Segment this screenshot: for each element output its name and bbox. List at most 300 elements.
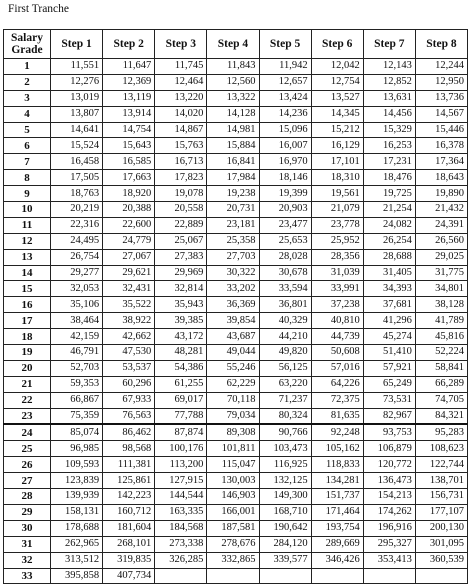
step-8-cell: 301,095 bbox=[415, 536, 467, 552]
header-step-8: Step 8 bbox=[415, 30, 467, 59]
step-8-cell: 360,539 bbox=[415, 552, 467, 568]
step-2-cell: 12,369 bbox=[103, 74, 155, 90]
table-row bbox=[4, 408, 468, 424]
step-1-cell: 15,524 bbox=[51, 138, 103, 154]
step-3-cell: 35,943 bbox=[155, 297, 207, 313]
step-4-cell: 36,369 bbox=[207, 297, 259, 313]
step-7-cell: 41,296 bbox=[363, 313, 415, 329]
header-salary-grade: Salary Grade bbox=[4, 30, 51, 59]
step-2-cell: 35,522 bbox=[103, 297, 155, 313]
step-4-cell: 25,358 bbox=[207, 233, 259, 249]
step-7-cell: 154,213 bbox=[363, 489, 415, 505]
step-4-cell: 43,687 bbox=[207, 329, 259, 345]
step-6-cell: 346,426 bbox=[311, 552, 363, 568]
table-row bbox=[4, 489, 468, 505]
step-4-cell: 55,246 bbox=[207, 360, 259, 376]
step-5-cell: 16,970 bbox=[259, 154, 311, 170]
step-8-cell: 38,128 bbox=[415, 297, 467, 313]
header-step-7: Step 7 bbox=[363, 30, 415, 59]
step-2-cell: 125,861 bbox=[103, 473, 155, 489]
table-row bbox=[4, 154, 468, 170]
step-4-cell bbox=[207, 568, 259, 584]
step-7-cell: 295,327 bbox=[363, 536, 415, 552]
step-4-cell: 39,854 bbox=[207, 313, 259, 329]
step-8-cell: 29,025 bbox=[415, 249, 467, 265]
step-1-cell: 42,159 bbox=[51, 329, 103, 345]
step-5-cell: 11,942 bbox=[259, 59, 311, 75]
step-2-cell: 67,933 bbox=[103, 392, 155, 408]
step-6-cell: 105,162 bbox=[311, 441, 363, 457]
salary-grade-cell: 11 bbox=[4, 217, 51, 233]
step-1-cell: 35,106 bbox=[51, 297, 103, 313]
step-7-cell: 45,274 bbox=[363, 329, 415, 345]
salary-grade-cell: 5 bbox=[4, 122, 51, 138]
step-3-cell: 20,558 bbox=[155, 202, 207, 218]
salary-grade-cell: 2 bbox=[4, 74, 51, 90]
step-8-cell: 52,224 bbox=[415, 345, 467, 361]
salary-grade-cell: 7 bbox=[4, 154, 51, 170]
step-1-cell: 24,495 bbox=[51, 233, 103, 249]
table-row bbox=[4, 345, 468, 361]
step-7-cell: 353,413 bbox=[363, 552, 415, 568]
step-8-cell: 13,736 bbox=[415, 90, 467, 106]
step-3-cell: 12,464 bbox=[155, 74, 207, 90]
step-2-cell: 60,296 bbox=[103, 376, 155, 392]
salary-grade-cell: 31 bbox=[4, 536, 51, 552]
salary-grade-cell: 26 bbox=[4, 457, 51, 473]
step-7-cell: 34,393 bbox=[363, 281, 415, 297]
step-7-cell: 26,254 bbox=[363, 233, 415, 249]
step-1-cell: 13,807 bbox=[51, 106, 103, 122]
step-1-cell: 262,965 bbox=[51, 536, 103, 552]
step-8-cell: 200,130 bbox=[415, 520, 467, 536]
step-6-cell bbox=[311, 568, 363, 584]
step-6-cell: 171,464 bbox=[311, 504, 363, 520]
step-3-cell: 15,763 bbox=[155, 138, 207, 154]
step-6-cell: 12,042 bbox=[311, 59, 363, 75]
step-5-cell: 15,096 bbox=[259, 122, 311, 138]
step-2-cell: 29,621 bbox=[103, 265, 155, 281]
step-7-cell: 136,473 bbox=[363, 473, 415, 489]
step-8-cell: 16,378 bbox=[415, 138, 467, 154]
salary-grade-cell: 13 bbox=[4, 249, 51, 265]
table-row bbox=[4, 90, 468, 106]
step-3-cell: 69,017 bbox=[155, 392, 207, 408]
step-7-cell: 31,405 bbox=[363, 265, 415, 281]
step-7-cell: 73,531 bbox=[363, 392, 415, 408]
step-1-cell: 123,839 bbox=[51, 473, 103, 489]
step-6-cell: 64,226 bbox=[311, 376, 363, 392]
step-7-cell: 16,253 bbox=[363, 138, 415, 154]
step-8-cell: 15,446 bbox=[415, 122, 467, 138]
step-4-cell: 89,308 bbox=[207, 424, 259, 440]
step-4-cell: 16,841 bbox=[207, 154, 259, 170]
step-4-cell: 14,128 bbox=[207, 106, 259, 122]
step-6-cell: 57,016 bbox=[311, 360, 363, 376]
step-6-cell: 92,248 bbox=[311, 424, 363, 440]
step-4-cell: 20,731 bbox=[207, 202, 259, 218]
table-row bbox=[4, 473, 468, 489]
step-3-cell: 54,386 bbox=[155, 360, 207, 376]
step-3-cell: 43,172 bbox=[155, 329, 207, 345]
header-step-5: Step 5 bbox=[259, 30, 311, 59]
step-8-cell: 41,789 bbox=[415, 313, 467, 329]
step-8-cell: 74,705 bbox=[415, 392, 467, 408]
step-1-cell: 22,316 bbox=[51, 217, 103, 233]
step-2-cell: 407,734 bbox=[103, 568, 155, 584]
step-3-cell: 273,338 bbox=[155, 536, 207, 552]
step-7-cell: 18,476 bbox=[363, 170, 415, 186]
step-5-cell: 190,642 bbox=[259, 520, 311, 536]
step-1-cell: 13,019 bbox=[51, 90, 103, 106]
step-2-cell: 24,779 bbox=[103, 233, 155, 249]
salary-grade-cell: 25 bbox=[4, 441, 51, 457]
table-row bbox=[4, 504, 468, 520]
step-8-cell: 34,801 bbox=[415, 281, 467, 297]
step-1-cell: 16,458 bbox=[51, 154, 103, 170]
table-row bbox=[4, 249, 468, 265]
table-row bbox=[4, 186, 468, 202]
step-2-cell: 18,920 bbox=[103, 186, 155, 202]
salary-grade-cell: 8 bbox=[4, 170, 51, 186]
step-5-cell: 339,577 bbox=[259, 552, 311, 568]
table-row bbox=[4, 281, 468, 297]
step-1-cell: 139,939 bbox=[51, 489, 103, 505]
step-8-cell: 12,950 bbox=[415, 74, 467, 90]
table-row bbox=[4, 59, 468, 75]
step-4-cell: 278,676 bbox=[207, 536, 259, 552]
step-7-cell: 82,967 bbox=[363, 408, 415, 424]
step-7-cell: 15,329 bbox=[363, 122, 415, 138]
step-7-cell: 57,921 bbox=[363, 360, 415, 376]
step-4-cell: 187,581 bbox=[207, 520, 259, 536]
step-4-cell: 12,560 bbox=[207, 74, 259, 90]
step-4-cell: 13,322 bbox=[207, 90, 259, 106]
step-4-cell: 166,001 bbox=[207, 504, 259, 520]
step-6-cell: 50,608 bbox=[311, 345, 363, 361]
step-8-cell: 156,731 bbox=[415, 489, 467, 505]
step-3-cell: 144,544 bbox=[155, 489, 207, 505]
salary-grade-cell: 30 bbox=[4, 520, 51, 536]
step-1-cell: 12,276 bbox=[51, 74, 103, 90]
step-5-cell: 36,801 bbox=[259, 297, 311, 313]
step-3-cell: 14,867 bbox=[155, 122, 207, 138]
step-4-cell: 19,238 bbox=[207, 186, 259, 202]
step-2-cell: 13,914 bbox=[103, 106, 155, 122]
step-2-cell: 27,067 bbox=[103, 249, 155, 265]
salary-table bbox=[3, 29, 468, 584]
table-row bbox=[4, 74, 468, 90]
step-7-cell: 65,249 bbox=[363, 376, 415, 392]
step-5-cell: 132,125 bbox=[259, 473, 311, 489]
table-row bbox=[4, 360, 468, 376]
step-1-cell: 85,074 bbox=[51, 424, 103, 440]
salary-grade-cell: 22 bbox=[4, 392, 51, 408]
step-2-cell: 268,101 bbox=[103, 536, 155, 552]
step-5-cell: 30,678 bbox=[259, 265, 311, 281]
step-1-cell: 158,131 bbox=[51, 504, 103, 520]
step-5-cell: 33,594 bbox=[259, 281, 311, 297]
salary-grade-cell: 15 bbox=[4, 281, 51, 297]
header-row bbox=[4, 30, 468, 59]
step-4-cell: 15,884 bbox=[207, 138, 259, 154]
step-3-cell: 163,335 bbox=[155, 504, 207, 520]
step-5-cell: 18,146 bbox=[259, 170, 311, 186]
step-5-cell: 20,903 bbox=[259, 202, 311, 218]
step-5-cell: 13,424 bbox=[259, 90, 311, 106]
step-5-cell: 71,237 bbox=[259, 392, 311, 408]
step-6-cell: 72,375 bbox=[311, 392, 363, 408]
step-3-cell: 87,874 bbox=[155, 424, 207, 440]
salary-grade-cell: 9 bbox=[4, 186, 51, 202]
step-2-cell: 15,643 bbox=[103, 138, 155, 154]
step-5-cell: 40,329 bbox=[259, 313, 311, 329]
step-2-cell: 38,922 bbox=[103, 313, 155, 329]
step-7-cell: 24,082 bbox=[363, 217, 415, 233]
step-8-cell: 19,890 bbox=[415, 186, 467, 202]
step-6-cell: 25,952 bbox=[311, 233, 363, 249]
table-row bbox=[4, 202, 468, 218]
step-5-cell bbox=[259, 568, 311, 584]
step-7-cell: 28,688 bbox=[363, 249, 415, 265]
salary-grade-cell: 19 bbox=[4, 345, 51, 361]
step-8-cell: 31,775 bbox=[415, 265, 467, 281]
step-4-cell: 79,034 bbox=[207, 408, 259, 424]
step-2-cell: 47,530 bbox=[103, 345, 155, 361]
page-caption: First Tranche bbox=[8, 3, 70, 15]
header-step-1: Step 1 bbox=[51, 30, 103, 59]
step-6-cell: 28,356 bbox=[311, 249, 363, 265]
step-3-cell: 25,067 bbox=[155, 233, 207, 249]
step-6-cell: 17,101 bbox=[311, 154, 363, 170]
step-8-cell: 12,244 bbox=[415, 59, 467, 75]
step-2-cell: 42,662 bbox=[103, 329, 155, 345]
step-8-cell: 122,744 bbox=[415, 457, 467, 473]
step-7-cell: 196,916 bbox=[363, 520, 415, 536]
step-1-cell: 14,641 bbox=[51, 122, 103, 138]
step-8-cell: 14,567 bbox=[415, 106, 467, 122]
step-6-cell: 81,635 bbox=[311, 408, 363, 424]
step-4-cell: 17,984 bbox=[207, 170, 259, 186]
step-3-cell: 22,889 bbox=[155, 217, 207, 233]
step-4-cell: 115,047 bbox=[207, 457, 259, 473]
table-row bbox=[4, 568, 468, 584]
salary-grade-cell: 28 bbox=[4, 489, 51, 505]
step-1-cell: 59,353 bbox=[51, 376, 103, 392]
step-1-cell: 178,688 bbox=[51, 520, 103, 536]
step-2-cell: 98,568 bbox=[103, 441, 155, 457]
step-2-cell: 22,600 bbox=[103, 217, 155, 233]
step-1-cell: 66,867 bbox=[51, 392, 103, 408]
step-6-cell: 289,669 bbox=[311, 536, 363, 552]
step-7-cell: 12,143 bbox=[363, 59, 415, 75]
step-5-cell: 168,710 bbox=[259, 504, 311, 520]
step-8-cell: 26,560 bbox=[415, 233, 467, 249]
step-3-cell: 39,385 bbox=[155, 313, 207, 329]
step-1-cell: 313,512 bbox=[51, 552, 103, 568]
step-5-cell: 28,028 bbox=[259, 249, 311, 265]
table-row bbox=[4, 376, 468, 392]
step-3-cell: 17,823 bbox=[155, 170, 207, 186]
step-7-cell: 14,456 bbox=[363, 106, 415, 122]
step-5-cell: 63,220 bbox=[259, 376, 311, 392]
step-5-cell: 49,820 bbox=[259, 345, 311, 361]
step-5-cell: 23,477 bbox=[259, 217, 311, 233]
step-6-cell: 12,754 bbox=[311, 74, 363, 90]
salary-grade-cell: 17 bbox=[4, 313, 51, 329]
step-8-cell: 177,107 bbox=[415, 504, 467, 520]
step-8-cell: 18,643 bbox=[415, 170, 467, 186]
step-7-cell: 37,681 bbox=[363, 297, 415, 313]
step-3-cell bbox=[155, 568, 207, 584]
step-8-cell: 84,321 bbox=[415, 408, 467, 424]
step-6-cell: 151,737 bbox=[311, 489, 363, 505]
header-step-3: Step 3 bbox=[155, 30, 207, 59]
table-row bbox=[4, 313, 468, 329]
step-6-cell: 16,129 bbox=[311, 138, 363, 154]
step-3-cell: 127,915 bbox=[155, 473, 207, 489]
step-7-cell: 120,772 bbox=[363, 457, 415, 473]
step-7-cell bbox=[363, 568, 415, 584]
step-7-cell: 93,753 bbox=[363, 424, 415, 440]
step-6-cell: 40,810 bbox=[311, 313, 363, 329]
header-step-4: Step 4 bbox=[207, 30, 259, 59]
step-2-cell: 319,835 bbox=[103, 552, 155, 568]
salary-grade-cell: 33 bbox=[4, 568, 51, 584]
step-3-cell: 61,255 bbox=[155, 376, 207, 392]
salary-grade-cell: 3 bbox=[4, 90, 51, 106]
step-1-cell: 38,464 bbox=[51, 313, 103, 329]
step-5-cell: 12,657 bbox=[259, 74, 311, 90]
table-row bbox=[4, 122, 468, 138]
step-3-cell: 184,568 bbox=[155, 520, 207, 536]
step-6-cell: 44,739 bbox=[311, 329, 363, 345]
step-4-cell: 23,181 bbox=[207, 217, 259, 233]
step-1-cell: 46,791 bbox=[51, 345, 103, 361]
step-4-cell: 130,003 bbox=[207, 473, 259, 489]
step-3-cell: 13,220 bbox=[155, 90, 207, 106]
step-8-cell: 24,391 bbox=[415, 217, 467, 233]
step-2-cell: 160,712 bbox=[103, 504, 155, 520]
step-1-cell: 29,277 bbox=[51, 265, 103, 281]
table-row bbox=[4, 392, 468, 408]
step-5-cell: 14,236 bbox=[259, 106, 311, 122]
step-4-cell: 49,044 bbox=[207, 345, 259, 361]
step-1-cell: 17,505 bbox=[51, 170, 103, 186]
salary-grade-cell: 21 bbox=[4, 376, 51, 392]
table-row bbox=[4, 265, 468, 281]
step-7-cell: 12,852 bbox=[363, 74, 415, 90]
step-3-cell: 27,383 bbox=[155, 249, 207, 265]
step-8-cell: 17,364 bbox=[415, 154, 467, 170]
salary-grade-cell: 14 bbox=[4, 265, 51, 281]
step-2-cell: 16,585 bbox=[103, 154, 155, 170]
step-5-cell: 116,925 bbox=[259, 457, 311, 473]
step-4-cell: 11,843 bbox=[207, 59, 259, 75]
step-4-cell: 14,981 bbox=[207, 122, 259, 138]
step-3-cell: 77,788 bbox=[155, 408, 207, 424]
step-6-cell: 23,778 bbox=[311, 217, 363, 233]
salary-grade-cell: 4 bbox=[4, 106, 51, 122]
step-1-cell: 395,858 bbox=[51, 568, 103, 584]
step-1-cell: 75,359 bbox=[51, 408, 103, 424]
table-row bbox=[4, 138, 468, 154]
step-5-cell: 16,007 bbox=[259, 138, 311, 154]
table-row bbox=[4, 552, 468, 568]
step-4-cell: 101,811 bbox=[207, 441, 259, 457]
step-5-cell: 44,210 bbox=[259, 329, 311, 345]
step-4-cell: 27,703 bbox=[207, 249, 259, 265]
salary-grade-cell: 32 bbox=[4, 552, 51, 568]
table-row bbox=[4, 329, 468, 345]
step-3-cell: 19,078 bbox=[155, 186, 207, 202]
step-3-cell: 32,814 bbox=[155, 281, 207, 297]
salary-grade-cell: 20 bbox=[4, 360, 51, 376]
table-row bbox=[4, 297, 468, 313]
step-7-cell: 174,262 bbox=[363, 504, 415, 520]
step-3-cell: 16,713 bbox=[155, 154, 207, 170]
table-row bbox=[4, 170, 468, 186]
step-6-cell: 33,991 bbox=[311, 281, 363, 297]
step-2-cell: 11,647 bbox=[103, 59, 155, 75]
step-1-cell: 32,053 bbox=[51, 281, 103, 297]
salary-grade-cell: 12 bbox=[4, 233, 51, 249]
step-7-cell: 21,254 bbox=[363, 202, 415, 218]
salary-grade-cell: 27 bbox=[4, 473, 51, 489]
step-6-cell: 14,345 bbox=[311, 106, 363, 122]
header-step-6: Step 6 bbox=[311, 30, 363, 59]
step-3-cell: 14,020 bbox=[155, 106, 207, 122]
step-5-cell: 284,120 bbox=[259, 536, 311, 552]
step-8-cell: 21,432 bbox=[415, 202, 467, 218]
step-2-cell: 32,431 bbox=[103, 281, 155, 297]
table-row bbox=[4, 424, 468, 440]
salary-grade-cell: 1 bbox=[4, 59, 51, 75]
salary-grade-cell: 6 bbox=[4, 138, 51, 154]
step-6-cell: 13,527 bbox=[311, 90, 363, 106]
table-row bbox=[4, 441, 468, 457]
step-8-cell: 95,283 bbox=[415, 424, 467, 440]
step-1-cell: 26,754 bbox=[51, 249, 103, 265]
header-step-2: Step 2 bbox=[103, 30, 155, 59]
step-3-cell: 48,281 bbox=[155, 345, 207, 361]
step-7-cell: 19,725 bbox=[363, 186, 415, 202]
step-1-cell: 52,703 bbox=[51, 360, 103, 376]
step-1-cell: 18,763 bbox=[51, 186, 103, 202]
step-8-cell: 58,841 bbox=[415, 360, 467, 376]
step-6-cell: 193,754 bbox=[311, 520, 363, 536]
step-5-cell: 56,125 bbox=[259, 360, 311, 376]
step-4-cell: 70,118 bbox=[207, 392, 259, 408]
step-5-cell: 25,653 bbox=[259, 233, 311, 249]
step-7-cell: 106,879 bbox=[363, 441, 415, 457]
table-row bbox=[4, 520, 468, 536]
step-8-cell: 138,701 bbox=[415, 473, 467, 489]
step-6-cell: 18,310 bbox=[311, 170, 363, 186]
step-6-cell: 134,281 bbox=[311, 473, 363, 489]
step-6-cell: 21,079 bbox=[311, 202, 363, 218]
step-2-cell: 20,388 bbox=[103, 202, 155, 218]
step-5-cell: 103,473 bbox=[259, 441, 311, 457]
step-5-cell: 149,300 bbox=[259, 489, 311, 505]
step-1-cell: 20,219 bbox=[51, 202, 103, 218]
step-2-cell: 14,754 bbox=[103, 122, 155, 138]
step-4-cell: 332,865 bbox=[207, 552, 259, 568]
step-2-cell: 17,663 bbox=[103, 170, 155, 186]
step-3-cell: 29,969 bbox=[155, 265, 207, 281]
step-5-cell: 19,399 bbox=[259, 186, 311, 202]
step-4-cell: 146,903 bbox=[207, 489, 259, 505]
